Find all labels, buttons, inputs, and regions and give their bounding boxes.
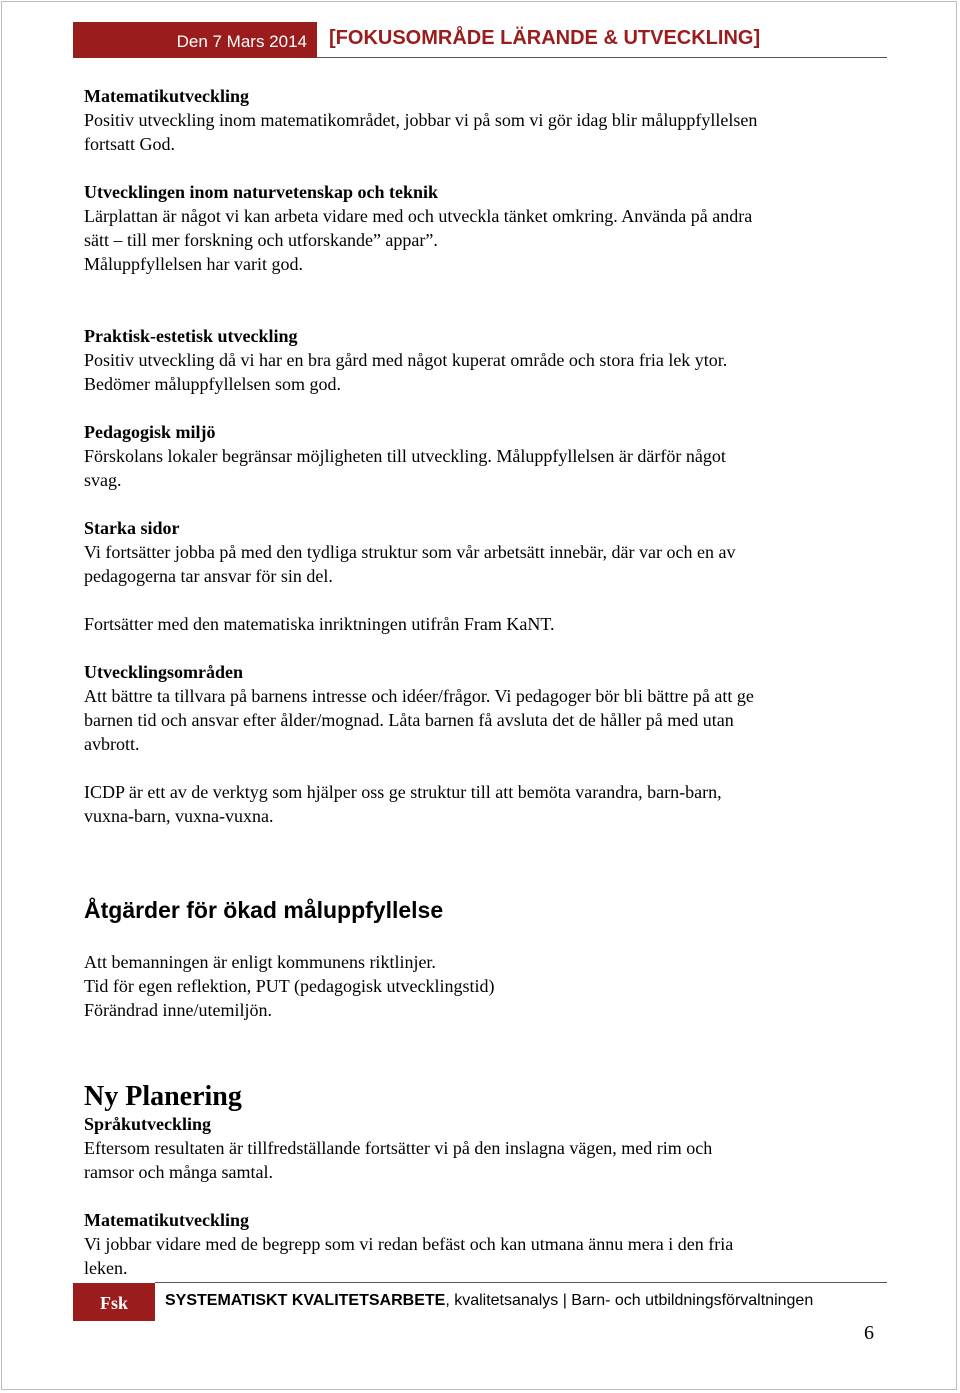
math-line: fortsatt God.	[84, 134, 175, 154]
aesthetic-heading: Praktisk-estetisk utveckling	[84, 326, 298, 346]
strengths-line: pedagogerna tar ansvar för sin del.	[84, 566, 333, 586]
planning-language-line: ramsor och många samtal.	[84, 1162, 273, 1182]
footer-logo: Fsk	[73, 1283, 155, 1321]
header-bracket-close: ]	[753, 27, 761, 49]
actions-line: Förändrad inne/utemiljön.	[84, 1000, 272, 1020]
environment-line: Förskolans lokaler begränsar möjligheten till utveckling. Måluppfyllelsen är därför något	[84, 446, 726, 466]
planning-language-line: Eftersom resultaten är tillfredställande fortsätter vi på den inslagna vägen, med rim och	[84, 1138, 713, 1158]
actions-line: Tid för egen reflektion, PUT (pedagogisk utvecklingstid)	[84, 976, 495, 996]
environment-heading: Pedagogisk miljö	[84, 422, 216, 442]
science-line: Måluppfyllelsen har varit god.	[84, 254, 303, 274]
actions-line: Att bemanningen är enligt kommunens riktlinjer.	[84, 952, 436, 972]
strengths-extra: Fortsätter med den matematiska inriktningen utifrån Fram KaNT.	[84, 614, 555, 634]
header-title-text: FOKUSOMRÅDE LÄRANDE & UTVECKLING	[335, 27, 754, 49]
planning-math-line: Vi jobbar vidare med de begrepp som vi redan befäst och kan utmana ännu mera i den fria	[84, 1234, 734, 1254]
strengths-heading: Starka sidor	[84, 518, 180, 538]
footer-text	[165, 1292, 813, 1310]
development-extra-line: vuxna-barn, vuxna-vuxna.	[84, 806, 274, 826]
aesthetic-line: Bedömer måluppfyllelsen som god.	[84, 374, 341, 394]
science-line: Lärplattan är något vi kan arbeta vidare med och utveckla tänket omkring. Använda på andra	[84, 206, 753, 226]
development-line: avbrott.	[84, 734, 140, 754]
development-extra-line: ICDP är ett av de verktyg som hjälper oss ge struktur till att bemöta varandra, barn-barn,	[84, 782, 722, 802]
header-bracket-open: [	[329, 27, 336, 49]
environment-line: svag.	[84, 470, 122, 490]
development-line: barnen tid och ansvar efter ålder/mognad. Låta barnen få avsluta det de håller på med utan	[84, 710, 734, 730]
header-rule	[317, 57, 887, 58]
document-body	[84, 84, 884, 1280]
page-number: 6	[864, 1322, 874, 1344]
header-date: Den 7 Mars 2014	[73, 22, 317, 58]
science-heading: Utvecklingen inom naturvetenskap och teknik	[84, 182, 439, 202]
planning-math-heading: Matematikutveckling	[84, 1210, 249, 1230]
footer-rule	[155, 1282, 887, 1283]
strengths-line: Vi fortsätter jobba på med den tydliga struktur som vår arbetsätt innebär, där var och en av	[84, 542, 736, 562]
science-line: sätt – till mer forskning och utforskande” appar”.	[84, 230, 438, 250]
header-title	[329, 27, 760, 50]
actions-heading: Åtgärder för ökad måluppfyllelse	[84, 897, 444, 923]
development-line: Att bättre ta tillvara på barnens intresse och idéer/frågor. Vi pedagoger bör bli bättre på att ge	[84, 686, 754, 706]
footer-text-rest: , kvalitetsanalys | Barn- och utbildningsförvaltningen	[445, 1292, 814, 1309]
planning-math-line: leken.	[84, 1258, 128, 1278]
aesthetic-line: Positiv utveckling då vi har en bra gård med något kuperat område och stora fria lek ytor.	[84, 350, 728, 370]
planning-heading: Ny Planering	[84, 1081, 242, 1112]
planning-language-heading: Språkutveckling	[84, 1114, 212, 1134]
math-heading: Matematikutveckling	[84, 86, 249, 106]
development-heading: Utvecklingsområden	[84, 662, 243, 682]
footer-text-bold: SYSTEMATISKT KVALITETSARBETE	[165, 1292, 446, 1309]
math-line: Positiv utveckling inom matematikområdet, jobbar vi på som vi gör idag blir måluppfyllelsen	[84, 110, 758, 130]
